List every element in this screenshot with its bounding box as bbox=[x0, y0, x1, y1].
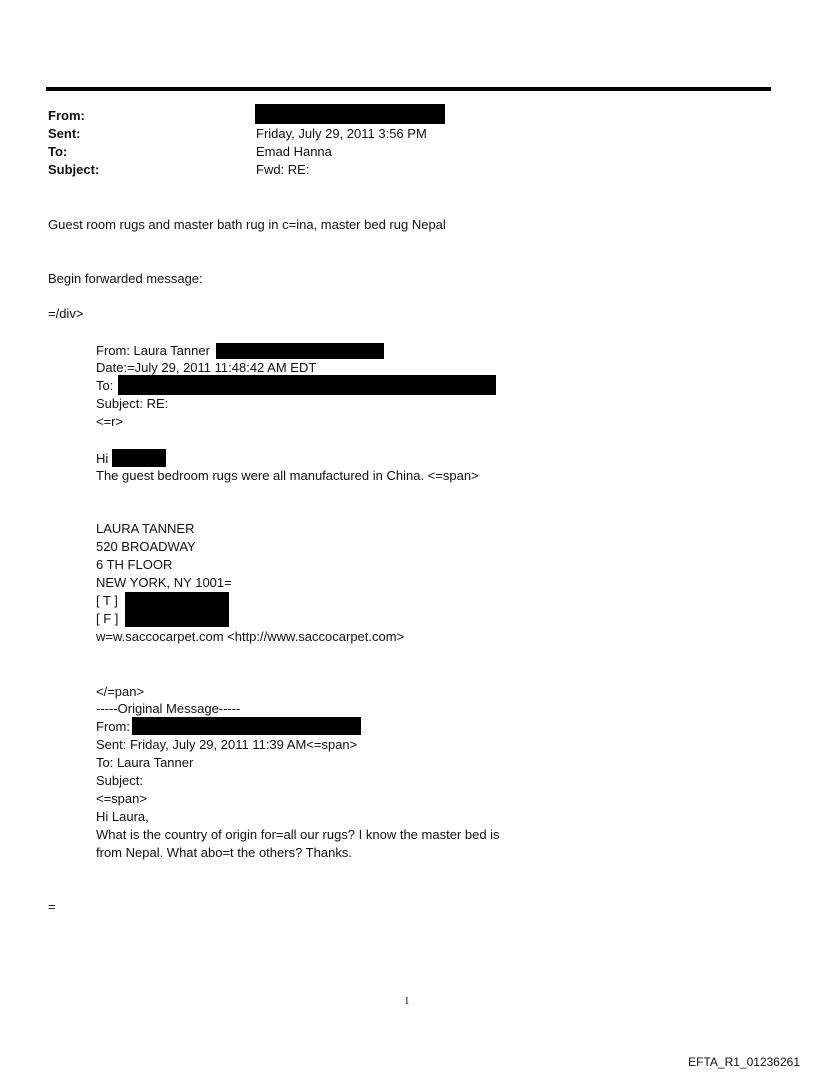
orig-subject: Subject: bbox=[96, 773, 143, 788]
fwd-hi: Hi bbox=[96, 451, 109, 466]
redaction-phone-fax bbox=[125, 592, 229, 627]
sig-fax: [ F ] bbox=[96, 611, 119, 626]
redaction-fwd-to bbox=[118, 375, 496, 395]
sent-label: Sent: bbox=[48, 126, 81, 141]
sig-website: w=w.saccocarpet.com <http://www.saccocarpet.com> bbox=[96, 629, 405, 644]
fwd-msg: The guest bedroom rugs were all manufactured in China. <=span> bbox=[96, 468, 479, 483]
fwd-date: Date:=July 29, 2011 11:48:42 AM EDT bbox=[96, 360, 317, 375]
redaction-fwd-from bbox=[216, 343, 384, 359]
redaction-from bbox=[255, 104, 445, 124]
body-line-2: Begin forwarded message: bbox=[48, 271, 203, 286]
sig-phone: [ T ] bbox=[96, 593, 118, 608]
redaction-fwd-hi bbox=[112, 449, 166, 467]
redaction-orig-from bbox=[132, 717, 361, 735]
to-label: To: bbox=[48, 144, 68, 159]
orig-msg-1: What is the country of origin for=all our rugs? I know the master bed is bbox=[96, 827, 500, 842]
orig-hi: Hi Laura, bbox=[96, 809, 149, 824]
sig-addr-1: 520 BROADWAY bbox=[96, 539, 196, 554]
to-value: Emad Hanna bbox=[256, 144, 332, 159]
fwd-r-tag: <=r> bbox=[96, 414, 124, 429]
page-number: 1 bbox=[404, 995, 410, 1007]
orig-msg-2: from Nepal. What abo=t the others? Thanks. bbox=[96, 845, 352, 860]
fwd-subject: Subject: RE: bbox=[96, 396, 169, 411]
body-line-1: Guest room rugs and master bath rug in c=ina, master bed rug Nepal bbox=[48, 217, 446, 232]
original-separator: -----Original Message----- bbox=[96, 701, 241, 716]
from-label: From: bbox=[48, 108, 85, 123]
orig-to: To: Laura Tanner bbox=[96, 755, 194, 770]
sig-addr-3: NEW YORK, NY 1001= bbox=[96, 575, 232, 590]
sig-name: LAURA TANNER bbox=[96, 521, 195, 536]
body-line-3: =/div> bbox=[48, 306, 84, 321]
orig-sent: Sent: Friday, July 29, 2011 11:39 AM<=span> bbox=[96, 737, 358, 752]
subject-label: Subject: bbox=[48, 162, 100, 177]
pan-tag: </=pan> bbox=[96, 684, 145, 699]
orig-from: From: bbox=[96, 719, 130, 734]
fwd-to: To: bbox=[96, 378, 114, 393]
sent-value: Friday, July 29, 2011 3:56 PM bbox=[256, 126, 427, 141]
orig-span: <=span> bbox=[96, 791, 147, 806]
trailing-equals: = bbox=[48, 899, 56, 914]
bates-number: EFTA_R1_01236261 bbox=[688, 1055, 800, 1069]
sig-addr-2: 6 TH FLOOR bbox=[96, 557, 173, 572]
subject-value: Fwd: RE: bbox=[256, 162, 310, 177]
header-rule bbox=[46, 87, 771, 91]
fwd-from: From: Laura Tanner bbox=[96, 343, 210, 358]
